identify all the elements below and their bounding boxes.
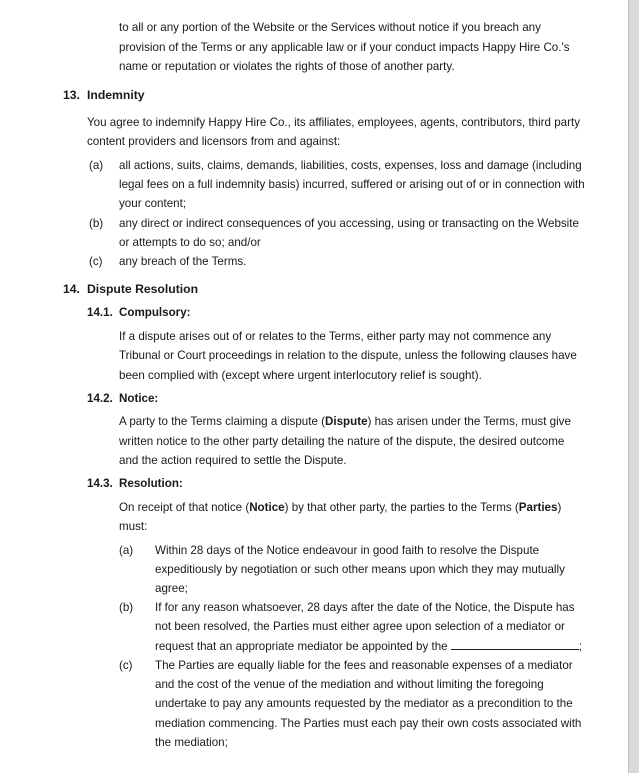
section-14-2-title: Notice:	[119, 392, 159, 405]
section-13-item-c-label: (c)	[89, 255, 103, 268]
section-14-3-number: 14.3.	[87, 477, 113, 490]
intro-line-1: to all or any portion of the Website or the Services without notice if you breach any	[119, 21, 541, 34]
section-14-2-line-1	[119, 416, 571, 428]
notice-defined-term: Notice	[249, 501, 285, 514]
section-13-item-c-line-1: any breach of the Terms.	[119, 255, 247, 268]
section-14-title: Dispute Resolution	[87, 282, 199, 296]
section-14-3-item-c-line-3: undertake to pay any amounts requested by the mediator as a precondition to the	[155, 697, 573, 710]
section-14-1-number: 14.1.	[87, 306, 113, 319]
section-13-title: Indemnity	[87, 88, 145, 102]
section-14-3-line-2: must:	[119, 520, 148, 533]
section-13-item-b-line-2: or attempts to do so; and/or	[119, 236, 261, 249]
section-14-3-item-c-line-5: the mediation;	[155, 736, 228, 749]
section-14-3-item-b-label: (b)	[119, 601, 134, 614]
section-13-item-a-line-2: legal fees on a full indemnity basis) incurred, suffered or arising out of or in connection with	[119, 178, 585, 191]
section-14-3-line-1	[119, 502, 561, 514]
section-13-item-a-line-3: your content;	[119, 197, 187, 210]
section-14-1-line-3: been complied with (except where urgent interlocutory relief is sought).	[119, 369, 482, 382]
section-14-3-line-1-post: )	[557, 501, 562, 514]
section-14-3-item-b-line-3-text: request that an appropriate mediator be appointed by the	[155, 640, 448, 653]
section-14-3-item-a-line-3: agree;	[155, 582, 188, 595]
section-14-2-line-3: and the action required to settle the Dispute.	[119, 454, 347, 467]
section-14-3-item-c-label: (c)	[119, 659, 133, 672]
section-14-3-item-c-line-1: The Parties are equally liable for the fees and reasonable expenses of a mediator	[155, 659, 573, 672]
section-14-3-line-1-mid: ) by that other party, the parties to the Terms (	[284, 501, 519, 514]
section-14-3-item-a-line-1: Within 28 days of the Notice endeavour in good faith to resolve the Dispute	[155, 544, 540, 557]
section-13-item-a-line-1: all actions, suits, claims, demands, liabilities, costs, expenses, loss and damage (including	[119, 159, 582, 172]
section-14-2-number: 14.2.	[87, 392, 113, 405]
section-14-3-item-c-line-4: mediation commencing. The Parties must each pay their own costs associated with	[155, 717, 582, 730]
intro-line-2: provision of the Terms or any applicable law or if your conduct impacts Happy Hire Co.'s	[119, 41, 570, 54]
section-13-body-line-1: You agree to indemnify Happy Hire Co., its affiliates, employees, agents, contributors, third party	[87, 116, 580, 129]
parties-defined-term: Parties	[518, 501, 558, 514]
section-14-number: 14.	[63, 282, 80, 296]
section-14-3-item-a-label: (a)	[119, 544, 134, 557]
section-14-2-line-2: written notice to the other party detailing the nature of the dispute, the desired outcome	[119, 435, 565, 448]
page-edge-scrollbar[interactable]	[628, 0, 639, 773]
section-14-3-line-1-pre: On receipt of that notice (	[119, 501, 250, 514]
section-13-number: 13.	[63, 88, 80, 102]
section-14-3-item-b-line-2: not been resolved, the Parties must either agree upon selection of a mediator or	[155, 620, 565, 633]
section-14-1-title: Compulsory:	[119, 306, 191, 319]
section-14-3-item-b-line-3	[155, 640, 582, 653]
dispute-defined-term: Dispute	[325, 415, 368, 428]
section-13-item-a-label: (a)	[89, 159, 104, 172]
section-14-3-title: Resolution:	[119, 477, 183, 490]
section-14-2-line-1-pre: A party to the Terms claiming a dispute (	[119, 415, 325, 428]
intro-line-3: name or reputation or violates the rights of those of another party.	[119, 60, 455, 73]
blank-fill-line	[451, 640, 579, 650]
section-14-2-line-1-post: ) has arisen under the Terms, must give	[367, 415, 571, 428]
section-14-1-line-2: Tribunal or Court proceedings in relation to the dispute, unless the following clauses have	[119, 349, 577, 362]
section-13-item-b-label: (b)	[89, 217, 104, 230]
section-14-1-line-1: If a dispute arises out of or relates to the Terms, either party may not commence any	[119, 330, 552, 343]
blank-trailing-punctuation: ;	[578, 640, 583, 653]
section-14-3-item-c-line-2: and the cost of the venue of the mediation and without limiting the foregoing	[155, 678, 544, 691]
section-14-3-item-a-line-2: expeditiously by negotiation or such other means upon which they may mutually	[155, 563, 565, 576]
section-13-body-line-2: content providers and licensors from and against:	[87, 135, 341, 148]
section-13-item-b-line-1: any direct or indirect consequences of you accessing, using or transacting on the Website	[119, 217, 579, 230]
section-14-3-item-b-line-1: If for any reason whatsoever, 28 days after the date of the Notice, the Dispute has	[155, 601, 575, 614]
